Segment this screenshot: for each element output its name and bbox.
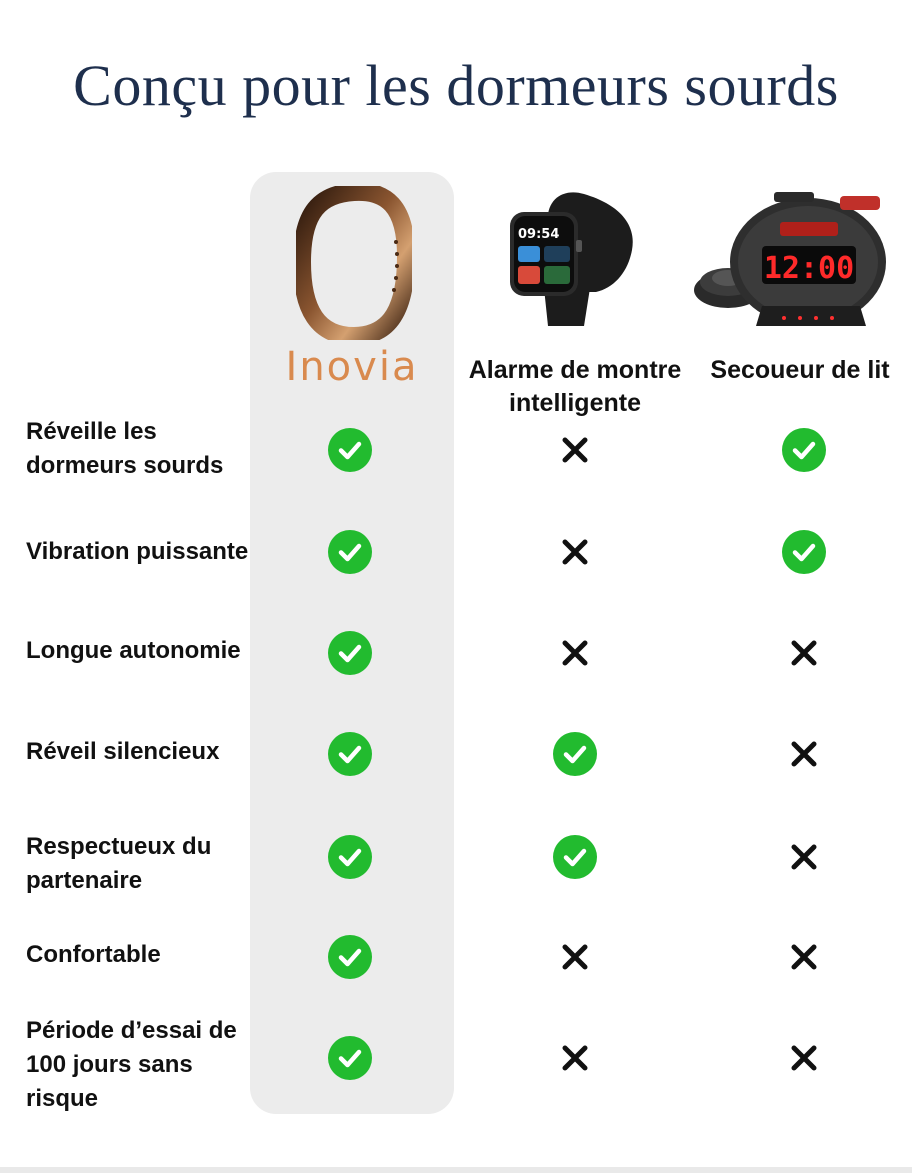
page-title: Conçu pour les dormeurs sourds — [73, 53, 839, 118]
check-icon — [327, 529, 373, 575]
alarm-clock-icon — [692, 186, 892, 336]
column-header-smartwatch: Alarme de montre intelligente — [468, 356, 682, 417]
cross-icon — [781, 834, 827, 880]
cross-icon — [781, 731, 827, 777]
check-icon — [327, 427, 373, 473]
svg-text:09:54: 09:54 — [518, 227, 560, 242]
check-icon — [781, 427, 827, 473]
row-label-battery: Longue autonomie — [26, 637, 241, 664]
cross-icon — [781, 1035, 827, 1081]
check-icon — [327, 934, 373, 980]
check-icon — [552, 834, 598, 880]
check-icon — [327, 834, 373, 880]
cross-icon — [781, 630, 827, 676]
check-icon — [327, 731, 373, 777]
cross-icon — [552, 427, 598, 473]
bracelet-icon — [296, 186, 412, 340]
cross-icon — [781, 934, 827, 980]
clock-display: 12:00 — [763, 251, 855, 286]
cross-icon — [552, 630, 598, 676]
row-label-wakes-deaf: Réveille les dormeurs sourds — [26, 418, 224, 479]
cross-icon — [552, 934, 598, 980]
row-label-silent: Réveil silencieux — [26, 738, 220, 765]
check-icon — [781, 529, 827, 575]
check-icon — [327, 630, 373, 676]
row-label-comfortable: Confortable — [26, 941, 161, 968]
brand-logo: Inovia — [285, 344, 419, 390]
column-header-bed-shaker: Secoueur de lit — [710, 356, 890, 384]
bottom-divider — [0, 1167, 912, 1173]
row-label-trial: Période d’essai de 100 jours sans risque — [26, 1017, 237, 1112]
smartwatch-icon — [504, 188, 636, 330]
row-label-vibration: Vibration puissante — [26, 538, 249, 565]
check-icon — [327, 1035, 373, 1081]
cross-icon — [552, 1035, 598, 1081]
row-label-partner: Respectueux du partenaire — [26, 833, 212, 894]
cross-icon — [552, 529, 598, 575]
check-icon — [552, 731, 598, 777]
